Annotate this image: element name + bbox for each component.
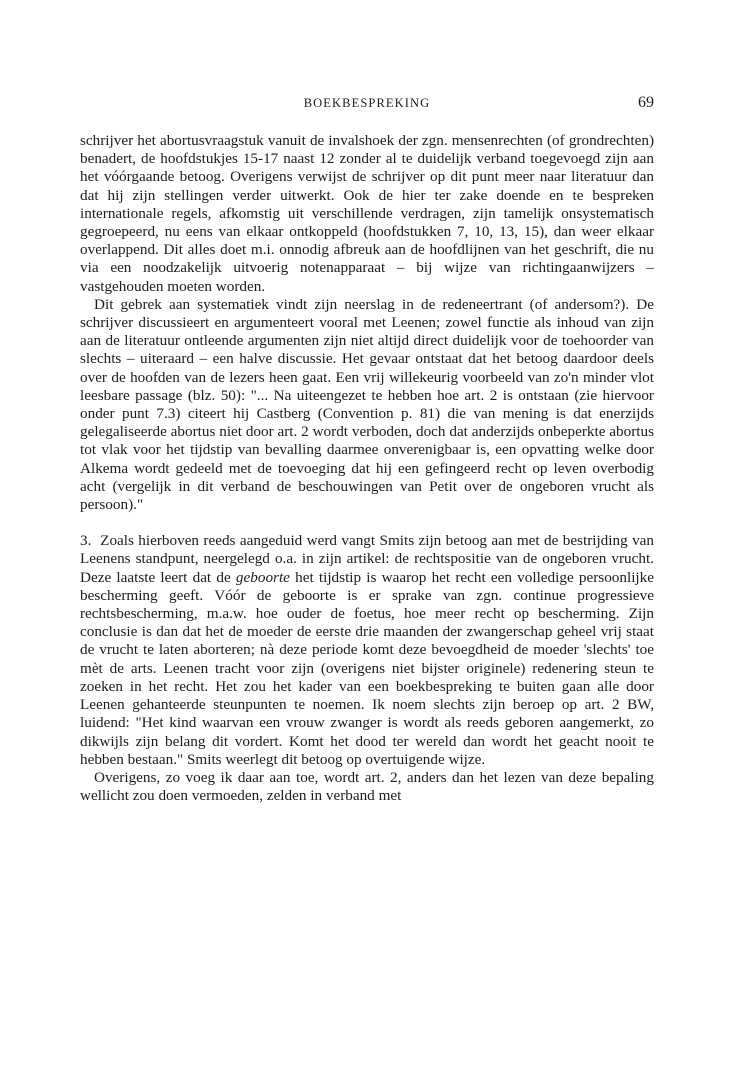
section-text-before: Zoals hierboven reeds aangeduid werd vangt Smits zijn betoog aan met de bestrijding van Leenens standpunt, neergelegd o.a. in zijn artikel: de rechtspositie van de ongeboren vrucht. Deze laatste leert dat de	[80, 532, 655, 586]
page-header	[80, 94, 654, 118]
body-text	[80, 132, 654, 805]
section-text-after: het tijdstip is waarop het recht een volledige persoonlijke bescherming geeft. Vóór de geboorte is er sprake van zgn. continue progressieve rechtsbescherming, m.a.w. hoe ouder de foetus, hoe meer recht op bescherming. Zijn conclusie is dan dat het de moeder de eerste drie maanden der zwangerschap geheel vrij staat de vrucht te laten aborteren; nà deze periode komt deze bevoegdheid de moeder 'slechts' toe mèt de arts. Leenen tracht voor zijn (overigens niet bijster originele) redenering steun te zoeken in het recht. Het zou het kader van een boekbespreking te buiten gaan alle door Leenen gehanteerde steunpunten te noemen. Ik noem slechts zijn beroep op art. 2 BW, luidend: "Het kind waarvan een vrouw zwanger is wordt als reeds geboren aangemerkt, zo dikwijls zijn belang dit vordert. Komt het dood ter wereld dan wordt het geacht nooit te hebben bestaan." Smits weerlegt dit betoog op overtuigende wijze.	[80, 568, 654, 768]
running-head: BOEKBESPREKING	[303, 96, 431, 110]
paragraph-overigens: Overigens, zo voeg ik daar aan toe, wordt art. 2, anders dan het lezen van deze bepaling wellicht zou doen vermoeden, zelden in verband met	[80, 768, 654, 805]
paragraph-systematiek: Dit gebrek aan systematiek vindt zijn neerslag in de redeneertrant (of andersom?). De schrijver discussieert en argumenteert vooral met Leenen; zowel functie als inhoud van zijn aan de literatuur ontleende argumenten zijn niet altijd direct duidelijk voor de toehoorder van slechts – uiteraard – een halve discussie. Het gevaar ontstaat dat het betoog daardoor deels over de hoofden van de lezers heen gaat. Een vrij willekeurig voorbeeld van zo'n minder vlot leesbare passage (blz. 50): "... Na uiteengezet te hebben hoe art. 2 is ontstaan (zie hiervoor onder punt 7.3) citeert hij Castberg (Convention p. 81) die van mening is dat enerzijds gelegaliseerde abortus niet door art. 2 wordt verboden, doch dat anderzijds onbeperkte abortus tot vlak voor het tijdstip van bevalling daarmee onverenigbaar is, een opvatting welke door Alkema wordt gedeeld met de toevoeging dat hij een gefingeerd recht op leven overbodig acht (vergelijk in dit verband de beschouwingen van Petit over de ongeboren vrucht als persoon)."	[80, 295, 654, 514]
section-number: 3.	[80, 532, 92, 550]
emphasis-geboorte: geboorte	[235, 568, 290, 586]
paragraph-continuation: schrijver het abortusvraagstuk vanuit de invalshoek der zgn. mensenrechten (of grondrechten) benadert, de hoofdstukjes 15-17 naast 12 zonder al te duidelijk verband toegevoegd zijn aan het vóórgaande betoog. Overigens verwijst de schrijver op dit punt meer naar literatuur dan dat hij zijn stellingen verder uitwerkt. Ook de hier ter zake doende en te bespreken internationale regels, afkomstig uit verschillende verdragen, zijn tamelijk onsystematisch gegroepeerd, nu eens van elkaar ontkoppeld (hoofdstukken 7, 10, 13, 15), dan weer elkaar overlappend. Dit alles doet m.i. onnodig afbreuk aan de hoofdlijnen van het geschrift, die nu via een noodzakelijk uitvoerig notenapparaat – bij wijze van richtingaanwijzers – vastgehouden moeten worden.	[80, 132, 654, 295]
section-3-paragraph	[80, 532, 654, 769]
page-number: 69	[638, 94, 654, 111]
